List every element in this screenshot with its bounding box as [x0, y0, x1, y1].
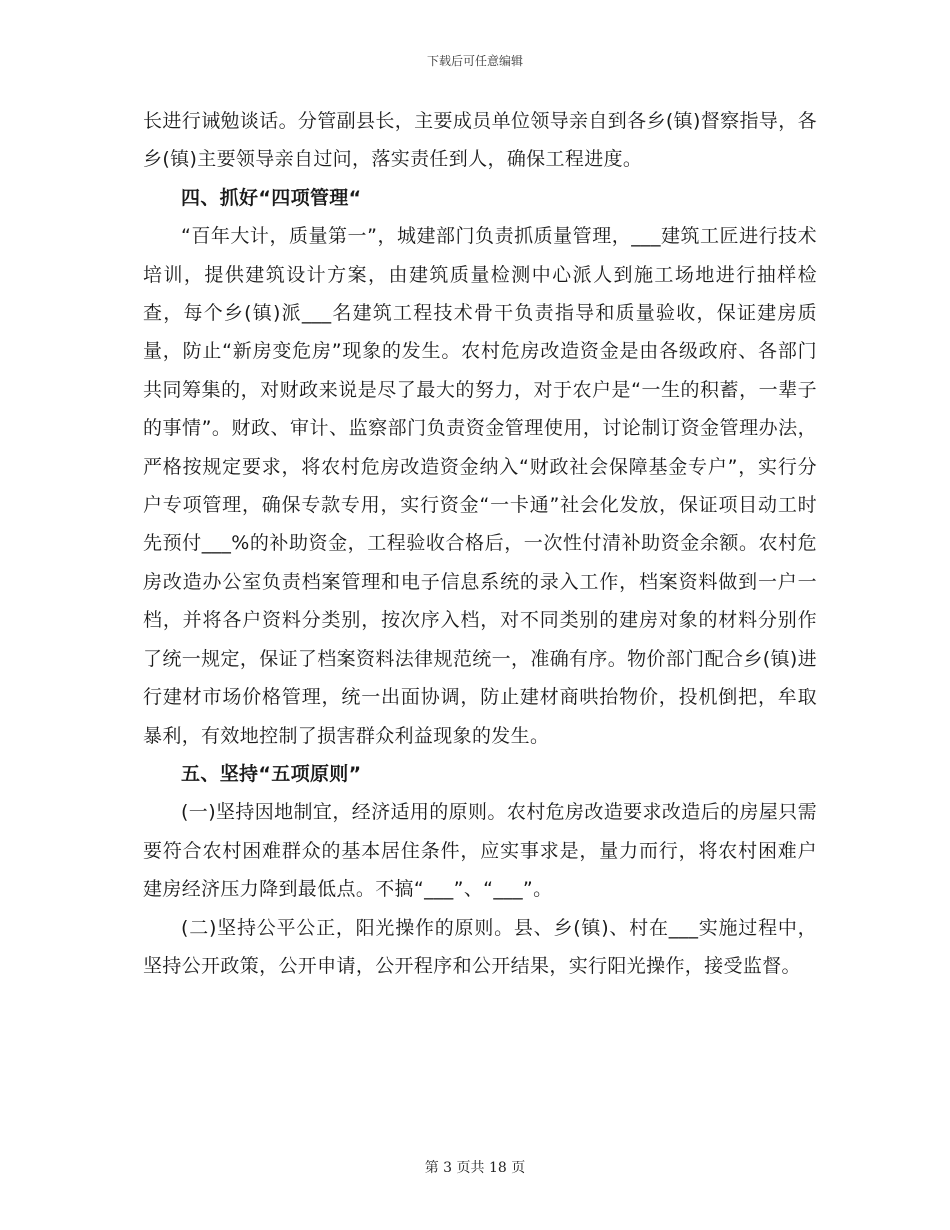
- section-heading-4: 四、抓好“四项管理“: [181, 186, 362, 209]
- page-footer-number: 第 3 页共 18 页: [424, 1160, 526, 1176]
- paragraph-3: (一)坚持因地制宜，经济适用的原则。农村危房改造要求改造后的房屋只需要符合农村困难群众的基本居住条件，应实事求是，量力而行，将农村困难户建房经济压力降到最低点。不搞“___”、“___”。: [143, 801, 817, 901]
- paragraph-1: 长进行诫勉谈话。分管副县长，主要成员单位领导亲自到各乡(镇)督察指导，各乡(镇)主要领导亲自过问，落实责任到人，确保工程进度。: [143, 110, 817, 171]
- document-body: [143, 102, 817, 985]
- paragraph-2: “百年大计，质量第一”，城建部门负责抓质量管理，___建筑工匠进行技术培训，提供建筑设计方案，由建筑质量检测中心派人到施工场地进行抽样检查，每个乡(镇)派___名建筑工程技术骨干负责指导和质量验收，保证建房质量，防止“新房变危房”现象的发生。农村危房改造资金是由各级政府、各部门共同筹集的，对财政来说是尽了最大的努力，对于农户是“一生的积蓄，一辈子的事情”。财政、审计、监察部门负责资金管理使用，讨论制订资金管理办法，严格按规定要求，将农村危房改造资金纳入“财政社会保障基金专户”，实行分户专项管理，确保专款专用，实行资金“一卡通”社会化发放，保证项目动工时先预付___%的补助资金，工程验收合格后，一次性付清补助资金余额。农村危房改造办公室负责档案管理和电子信息系统的录入工作，档案资料做到一户一档，并将各户资料分类别，按次序入档，对不同类别的建房对象的材料分别作了统一规定，保证了档案资料法律规范统一，准确有序。物价部门配合乡(镇)进行建材市场价格管理，统一出面协调，防止建材商哄抬物价，投机倒把，牟取暴利，有效地控制了损害群众利益现象的发生。: [143, 225, 817, 747]
- section-heading-5: 五、坚持“五项原则”: [181, 762, 362, 785]
- paragraph-4: (二)坚持公平公正，阳光操作的原则。县、乡(镇)、村在___实施过程中，坚持公开政策，公开申请，公开程序和公开结果，实行阳光操作，接受监督。: [143, 916, 817, 977]
- page-header-note: 下载后可任意编辑: [426, 54, 523, 68]
